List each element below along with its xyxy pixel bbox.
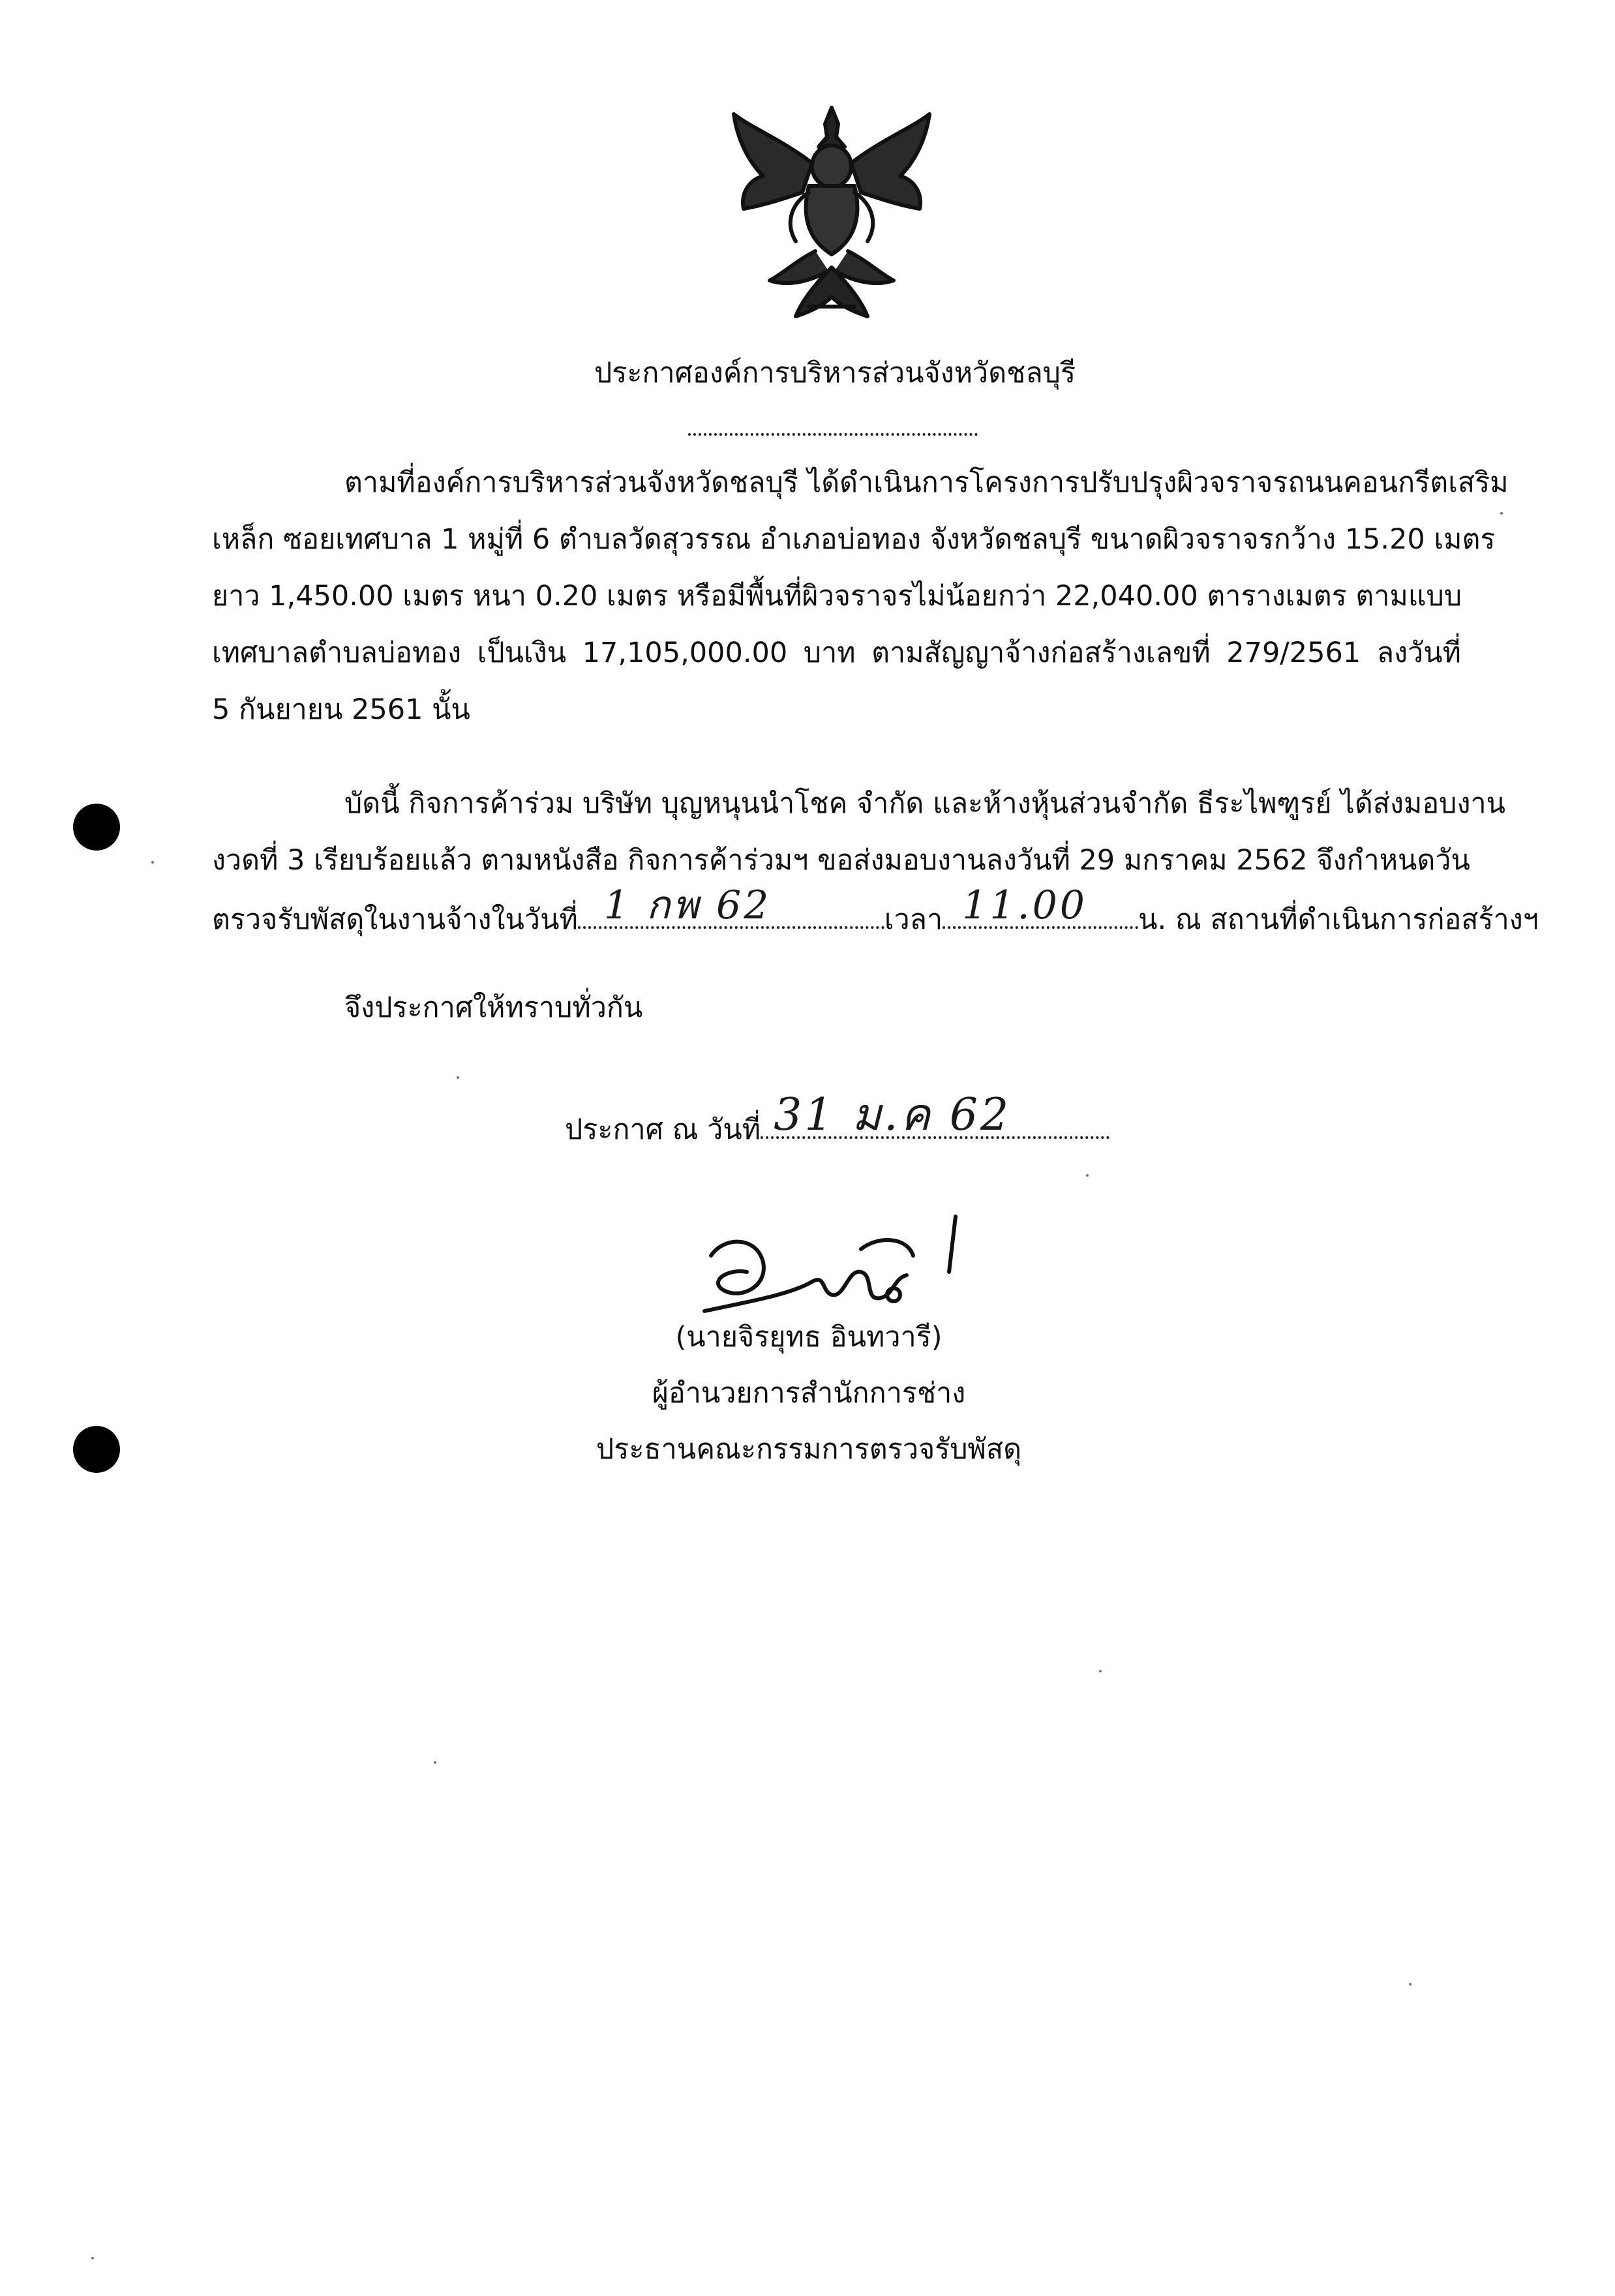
signer-title: ผู้อำนวยการสำนักการช่าง <box>652 1377 966 1410</box>
scan-speck <box>151 861 154 864</box>
header-rule <box>688 433 978 436</box>
closing-text: จึงประกาศให้ทราบทั่วกัน <box>344 991 643 1024</box>
garuda-emblem-icon <box>724 101 939 326</box>
signer-role: ประธานคณะกรรมการตรวจรับพัสดุ <box>596 1433 1022 1466</box>
inspection-date-handwritten: 1 กพ 62 <box>603 883 772 928</box>
inspection-time-label: เวลา <box>884 903 943 936</box>
para2-line-3 <box>212 883 1539 939</box>
scan-speck <box>1086 1174 1089 1177</box>
para1-line-3: ยาว 1,450.00 เมตร หนา 0.20 เมตร หรือมีพื้นที่ผิวจราจรไม่น้อยกว่า 22,040.00 ตารางเมตร ตามแบบ <box>212 580 1462 612</box>
punch-hole-bottom <box>73 1426 120 1473</box>
announce-date-label: ประกาศ ณ วันที่ <box>565 1113 761 1146</box>
inspection-time-handwritten: 11.00 <box>962 883 1087 928</box>
scan-speck <box>1099 1670 1102 1672</box>
announce-date-handwritten: 31 ม.ค 62 <box>774 1089 1012 1141</box>
signer-name: (นายจิรยุทธ อินทวารี) <box>675 1321 943 1353</box>
scan-speck <box>1500 512 1503 515</box>
punch-hole-top <box>73 804 120 851</box>
scan-speck <box>434 1761 436 1764</box>
para1-line-5: 5 กันยายน 2561 นั้น <box>212 693 470 726</box>
para1-line-2: เหล็ก ซอยเทศบาล 1 หมู่ที่ 6 ตำบลวัดสุวรรณ อำเภอบ่อทอง จังหวัดชลบุรี ขนาดผิวจราจรกว้าง 15.20 เมตร <box>212 523 1496 556</box>
announce-line <box>565 1089 1109 1149</box>
inspection-place-text: น. ณ สถานที่ดำเนินการก่อสร้างฯ <box>1138 903 1539 936</box>
scan-speck <box>457 1076 459 1079</box>
inspection-date-label: ตรวจรับพัสดุในงานจ้างในวันที่ <box>212 903 578 936</box>
para2-line-1: บัดนี้ กิจการค้าร่วม บริษัท บุญหนุนนำโชค จำกัด และห้างหุ้นส่วนจำกัด ธีระไพฑูรย์ ได้ส่งมอบงาน <box>344 787 1505 820</box>
signature-icon <box>698 1210 972 1327</box>
document-header: ประกาศองค์การบริหารส่วนจังหวัดชลบุรี <box>594 357 1076 389</box>
scan-speck <box>1409 1983 1411 1986</box>
scan-speck <box>91 2257 94 2259</box>
inspection-time-field <box>943 883 1138 929</box>
inspection-date-field <box>578 883 884 929</box>
para2-line-2: งวดที่ 3 เรียบร้อยแล้ว ตามหนังสือ กิจการค้าร่วมฯ ขอส่งมอบงานลงวันที่ 29 มกราคม 2562 จึงกำหนดวัน <box>212 844 1470 877</box>
announce-date-field <box>761 1089 1109 1141</box>
para1-line-4: เทศบาลตำบลบ่อทอง เป็นเงิน 17,105,000.00 บาท ตามสัญญาจ้างก่อสร้างเลขที่ 279/2561 ลงวันที่ <box>212 637 1461 669</box>
para1-line-1: ตามที่องค์การบริหารส่วนจังหวัดชลบุรี ได้ดำเนินการโครงการปรับปรุงผิวจราจรถนนคอนกรีตเสริม <box>344 466 1509 499</box>
